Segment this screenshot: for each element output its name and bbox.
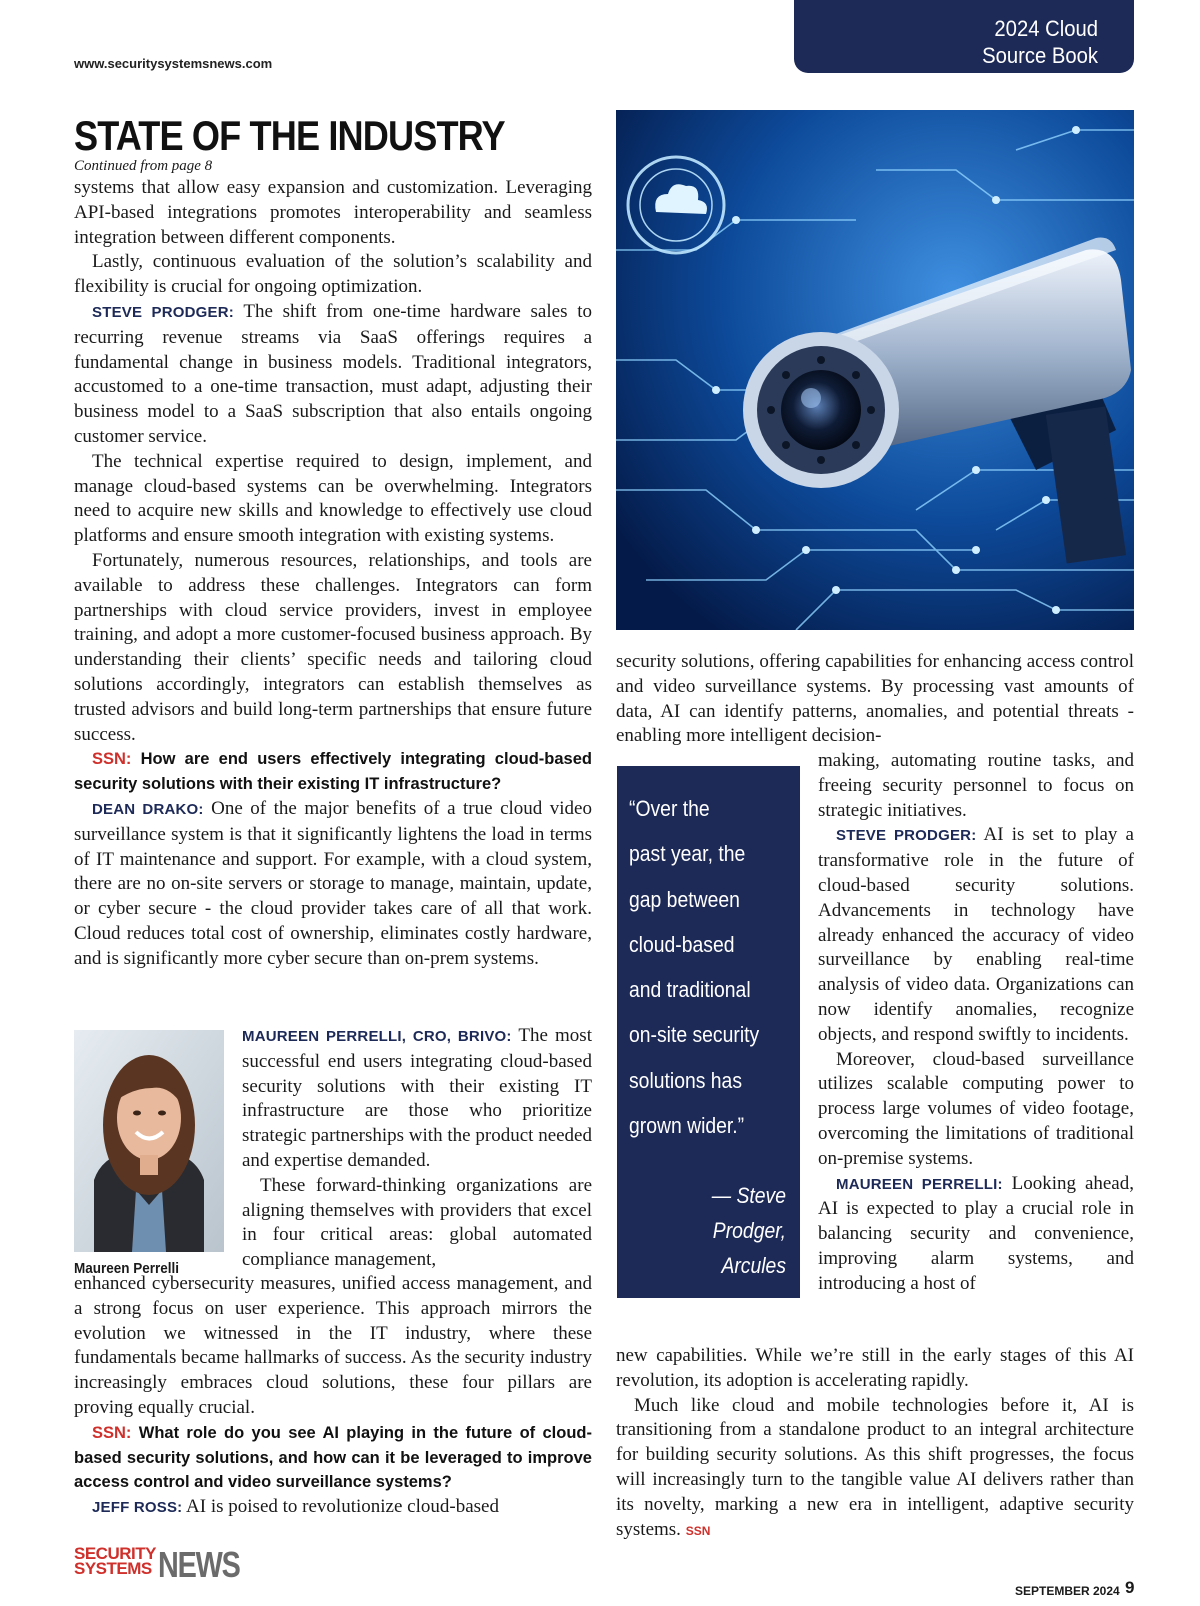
speaker-name: MAUREEN PERRELLI, CRO, BRIVO: bbox=[242, 1028, 512, 1045]
paragraph: STEVE PRODGER: AI is set to play a transformative role in the future of cloud-based security solutions. Advancements in technology have already enhanced the accuracy of video surveillance by enabling real-time analysis of video data. Organizations can now identify anomalies, recognize objects, and respond swiftly to incidents. bbox=[818, 824, 1134, 1045]
paragraph: enhanced cybersecurity measures, unified access management, and a strong focus on user experience. This approach mirrors the evolution we witnessed in the IT industry, where these fundamentals became hallmarks of success. As the security industry increasingly embraces cloud solutions, these four pillars are proving equally crucial. bbox=[74, 1273, 592, 1418]
article-column-right-wrap bbox=[818, 749, 1134, 1297]
paragraph: Lastly, continuous evaluation of the solution’s scalability and flexibility is crucial for ongoing optimization. bbox=[74, 251, 592, 298]
paragraph: new capabilities. While we’re still in the early stages of this AI revolution, its adoption is accelerating rapidly. bbox=[616, 1345, 1134, 1391]
article-column-right bbox=[616, 650, 1134, 749]
publication-logo: SECURITY SYSTEMS NEWS bbox=[74, 1544, 240, 1585]
article-column-left bbox=[74, 176, 592, 972]
paragraph: JEFF ROSS: AI is poised to revolutionize cloud-based bbox=[92, 1496, 499, 1518]
pull-quote bbox=[617, 766, 800, 1298]
article-column-left-wrap bbox=[242, 1024, 592, 1273]
photo-caption: Maureen Perrelli bbox=[74, 1260, 180, 1277]
speaker-name: MAUREEN PERRELLI: bbox=[836, 1175, 1003, 1193]
section-tab bbox=[794, 0, 1134, 73]
ssn-tag: SSN: bbox=[92, 750, 132, 769]
paragraph: MAUREEN PERRELLI, CRO, BRIVO: The most successful end users integrating cloud-based security solutions with their existing IT infrastructure are those who prioritize strategic partnerships with the product needed and expertise demanded. bbox=[242, 1025, 592, 1171]
speaker-name: JEFF ROSS: bbox=[92, 1499, 183, 1517]
article-column-right-lower bbox=[616, 1344, 1134, 1543]
paragraph: DEAN DRAKO: One of the major benefits of a true cloud video surveillance system is that it significantly lightens the load in terms of IT maintenance and support. For example, with a cloud system, there are no on-site servers or storage to manage, maintain, update, or cyber secure - the cloud provider takes care of all that work. Cloud reduces total cost of ownership, eliminates costly hardware, and is significantly more cyber secure than on-prem systems. bbox=[74, 797, 592, 969]
portrait-photo bbox=[74, 1030, 224, 1252]
paragraph: Much like cloud and mobile technologies before it, AI is transitioning from a standalone product to an integral architecture for building security solutions. As this shift progresses, the focus will increasingly turn to the tangible value AI delivers rather than its novelty, marking a new era in intelligent, adaptive security systems. SSN bbox=[616, 1394, 1134, 1540]
paragraph: STEVE PRODGER: The shift from one-time hardware sales to recurring revenue streams via SaaS offerings requires a fundamental change in business models. Traditional integrators, accustomed to a one-time transaction, must adapt, adjusting their business model to a SaaS subscription that also entails ongoing customer service. bbox=[74, 300, 592, 447]
article-column-left-lower bbox=[74, 1272, 592, 1521]
paragraph: These forward-thinking organizations are aligning themselves with providers that excel in four critical areas: global automated compliance management, bbox=[242, 1174, 592, 1271]
site-url[interactable]: www.securitysystemsnews.com bbox=[74, 56, 273, 71]
ssn-tag: SSN: bbox=[92, 1423, 132, 1442]
speaker-name: DEAN DRAKO: bbox=[92, 800, 204, 818]
pull-quote-attribution: — Steve Prodger, Arcules bbox=[711, 1183, 786, 1278]
issue-date: SEPTEMBER 2024 bbox=[1015, 1584, 1120, 1598]
speaker-name: STEVE PRODGER: bbox=[836, 827, 977, 845]
ssn-question: SSN: What role do you see AI playing in the future of cloud-based security solutions, and how can it be leveraged to improve access control and video surveillance systems? bbox=[74, 1423, 592, 1492]
ssn-question: SSN: How are end users effectively integrating cloud-based security solutions with their existing IT infrastructure? bbox=[74, 750, 592, 794]
pull-quote-text: “Over the past year, the gap between cloud-based and traditional on-site security solutions has grown wider.” bbox=[629, 796, 760, 1139]
paragraph: security solutions, offering capabilities for enhancing access control and video surveillance systems. By processing vast amounts of data, AI can identify patterns, anomalies, and potential threats - enabling more intelligent decision- bbox=[616, 651, 1134, 747]
speaker-name: STEVE PRODGER: bbox=[92, 303, 234, 321]
paragraph: making, automating routine tasks, and freeing security personnel to focus on strategic initiatives. bbox=[818, 750, 1134, 821]
paragraph: Moreover, cloud-based surveillance utilizes scalable computing power to process large volumes of video footage, overcoming the limitations of traditional on-premise systems. bbox=[818, 1048, 1134, 1169]
page-number: 9 bbox=[1125, 1578, 1135, 1597]
paragraph: The technical expertise required to design, implement, and manage cloud-based systems can be overwhelming. Integrators need to acquire new skills and knowledge to effectively use cloud platforms and ensure smooth integration with existing systems. bbox=[74, 450, 592, 547]
page-title: STATE OF THE INDUSTRY bbox=[74, 112, 505, 159]
end-mark: SSN bbox=[685, 1523, 711, 1538]
security-camera-image bbox=[616, 110, 1134, 630]
paragraph: systems that allow easy expansion and customization. Leveraging API-based integrations promotes interoperability and seamless integration between different components. bbox=[74, 177, 592, 248]
paragraph: Fortunately, numerous resources, relationships, and tools are available to address these challenges. Integrators can form partnerships with cloud service providers, invest in employee training, and adopt a more customer-focused business approach. By understanding their clients’ specific needs and tailoring cloud solutions accordingly, integrators can establish themselves as trusted advisors and build long-term partnerships that ensure future success. bbox=[74, 549, 592, 745]
section-tab-label: 2024 Cloud Source Book bbox=[982, 16, 1098, 68]
paragraph: MAUREEN PERRELLI: Looking ahead, AI is expected to play a crucial role in balancing security and convenience, improving alarm systems, and introducing a host of bbox=[818, 1172, 1134, 1294]
continued-note: Continued from page 8 bbox=[74, 158, 213, 174]
